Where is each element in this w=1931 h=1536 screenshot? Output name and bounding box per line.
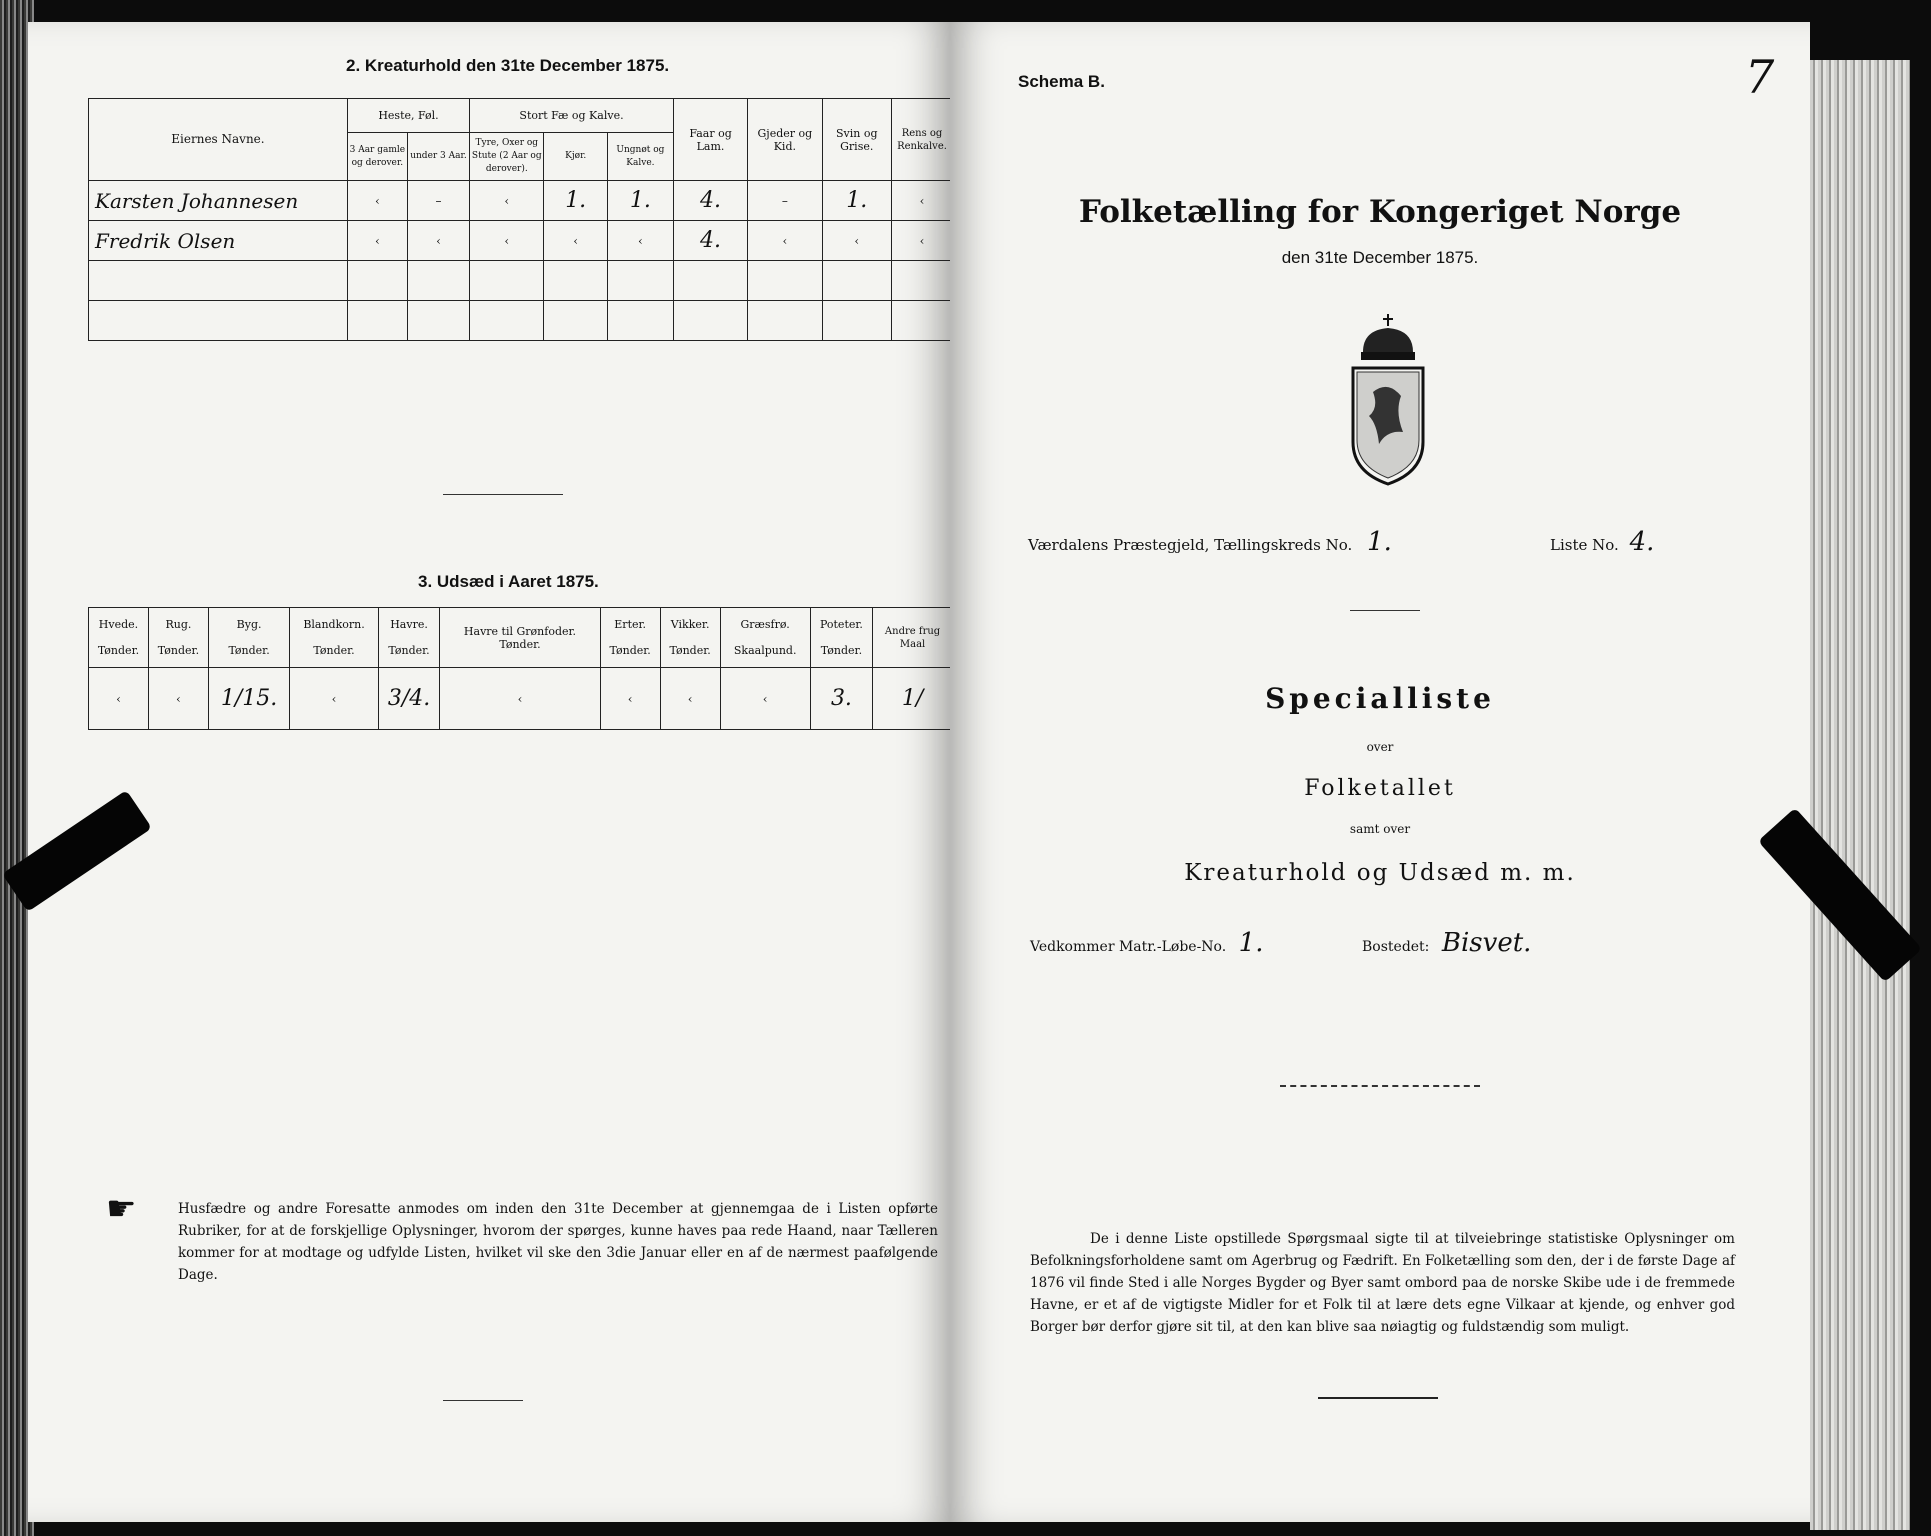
table-row: [89, 301, 953, 341]
stort-group-header: Stort Fæ og Kalve.: [470, 99, 674, 133]
cell: ‹: [748, 221, 822, 261]
section2-title: 2. Kreaturhold den 31te December 1875.: [346, 56, 670, 75]
faar-header: Faar og Lam.: [673, 99, 747, 181]
parish-number: 1.: [1367, 527, 1392, 557]
matr-line: [1030, 928, 1263, 958]
notice-text: Husfædre og andre Foresatte anmodes om inden den 31te December at gjennemgaa de i Listen opførte Rubriker, for at de forskjellige Oplysninger, hvorom der spørges, kunne haves paa rede Haand, naar Tælleren kommer for at modtage og udfylde Listen, hvilket vil ske den 3die Januar eller en af de nærmest paafølgende Dage.: [178, 1201, 938, 1283]
cell: ‹: [89, 668, 149, 730]
table-row: [89, 221, 953, 261]
livestock-table: [88, 98, 953, 341]
divider: [443, 1400, 523, 1401]
owner-name: Karsten Johannesen: [89, 181, 348, 221]
liste-number: 4.: [1629, 527, 1655, 557]
cell: 1/15.: [208, 668, 289, 730]
cell: ‹: [290, 668, 378, 730]
liste-label: Liste No.: [1550, 536, 1619, 554]
crop-header: Hvede. Tønder.: [89, 608, 149, 668]
crop-header: Havre til Grønfoder. Tønder.: [440, 608, 600, 668]
parish-label: Værdalens Præstegjeld, Tællingskreds No.: [1028, 536, 1353, 554]
stort-c-header: Ungnøt og Kalve.: [607, 133, 673, 181]
owner-name: Fredrik Olsen: [89, 221, 348, 261]
matr-label: Vedkommer Matr.-Løbe-No.: [1030, 939, 1227, 955]
crop-header: Havre. Tønder.: [378, 608, 440, 668]
date-line: den 31te December 1875.: [1281, 248, 1479, 267]
cell: –: [748, 181, 822, 221]
cell: ‹: [470, 221, 544, 261]
cell: ‹: [822, 221, 892, 261]
table-row: [89, 261, 953, 301]
divider: [443, 494, 563, 495]
kreaturhold-text: Kreaturhold og Udsæd m. m.: [1184, 860, 1576, 886]
cell: 4.: [673, 181, 747, 221]
cell: ‹: [347, 181, 407, 221]
divider: [1318, 1397, 1438, 1399]
cell: ‹: [148, 668, 208, 730]
heste-b-header: under 3 Aar.: [407, 133, 469, 181]
cell: ‹: [470, 181, 544, 221]
table-row: [89, 181, 953, 221]
cell: ‹: [607, 221, 673, 261]
bostedet-label: Bostedet:: [1362, 939, 1430, 955]
cell: ‹: [660, 668, 720, 730]
divider: [1350, 610, 1420, 611]
book-pages-edge: [1810, 60, 1910, 1530]
folketallet-text: Folketallet: [1304, 776, 1456, 801]
cell: 1.: [822, 181, 892, 221]
cell: 4.: [673, 221, 747, 261]
crop-header: Vikker. Tønder.: [660, 608, 720, 668]
cell: ‹: [892, 221, 953, 261]
footer-text: De i denne Liste opstillede Spørgsmaal sigte til at tilveiebringe statistiske Oplysninger om Befolkningsforholdene samt om Agerbrug og Fædrift. En Folketælling som den, der i de første Dage af 1876 vil finde Sted i alle Norges Bygder og Byer samt ombord paa de norske Skibe ude i de fremmede Havne, er et af de vigtigste Midler for et Folk til at lære dets egne Vilkaar at kjende, og enhver god Borger bør derfor gjøre sit til, at den kan blive saa nøiagtig og fuldstændig som muligt.: [1030, 1231, 1735, 1335]
left-page: [28, 22, 950, 1522]
owner-header: Eiernes Navne.: [89, 99, 348, 181]
schema-label: Schema B.: [1018, 72, 1105, 91]
cell: 3.: [810, 668, 872, 730]
samt-over-text: samt over: [1349, 822, 1411, 836]
over-text: over: [1366, 740, 1394, 754]
cell: –: [407, 181, 469, 221]
pointing-hand-icon: ☛: [106, 1189, 137, 1229]
section3-title: 3. Udsæd i Aaret 1875.: [418, 572, 599, 591]
page-number: 7: [1745, 50, 1775, 104]
heste-a-header: 3 Aar gamle og derover.: [347, 133, 407, 181]
crop-header: Andre frug Maal: [873, 608, 953, 668]
cell: ‹: [347, 221, 407, 261]
heste-group-header: Heste, Føl.: [347, 99, 469, 133]
cell: ‹: [407, 221, 469, 261]
coat-of-arms-icon: [1343, 312, 1433, 487]
cell: 3/4.: [378, 668, 440, 730]
specialliste-title: Specialliste: [1265, 682, 1495, 715]
rens-header: Rens og Renkalve.: [892, 99, 953, 181]
cell: ‹: [544, 221, 608, 261]
cell: ‹: [892, 181, 953, 221]
stort-a-header: Tyre, Oxer og Stute (2 Aar og derover).: [470, 133, 544, 181]
cell: ‹: [720, 668, 810, 730]
crop-header: Rug. Tønder.: [148, 608, 208, 668]
crop-table: [88, 607, 953, 730]
matr-number: 1.: [1238, 928, 1264, 958]
cell: 1.: [607, 181, 673, 221]
svin-header: Svin og Grise.: [822, 99, 892, 181]
cell: ‹: [600, 668, 660, 730]
crop-header: Erter. Tønder.: [600, 608, 660, 668]
table-row: [89, 668, 953, 730]
bostedet-value: Bisvet.: [1441, 928, 1532, 958]
liste-line: [1550, 527, 1654, 557]
crop-header: Blandkorn. Tønder.: [290, 608, 378, 668]
parish-line: [1028, 527, 1392, 557]
right-page: [950, 22, 1810, 1522]
main-title: Folketælling for Kongeriget Norge: [1078, 194, 1682, 230]
gjeder-header: Gjeder og Kid.: [748, 99, 822, 181]
crop-header: Byg. Tønder.: [208, 608, 289, 668]
cell: 1/: [873, 668, 953, 730]
cell: ‹: [440, 668, 600, 730]
stort-b-header: Kjør.: [544, 133, 608, 181]
crop-header: Poteter. Tønder.: [810, 608, 872, 668]
bostedet-line: [1362, 928, 1531, 958]
divider: [1280, 1085, 1480, 1087]
cell: 1.: [544, 181, 608, 221]
crop-header: Græsfrø. Skaalpund.: [720, 608, 810, 668]
